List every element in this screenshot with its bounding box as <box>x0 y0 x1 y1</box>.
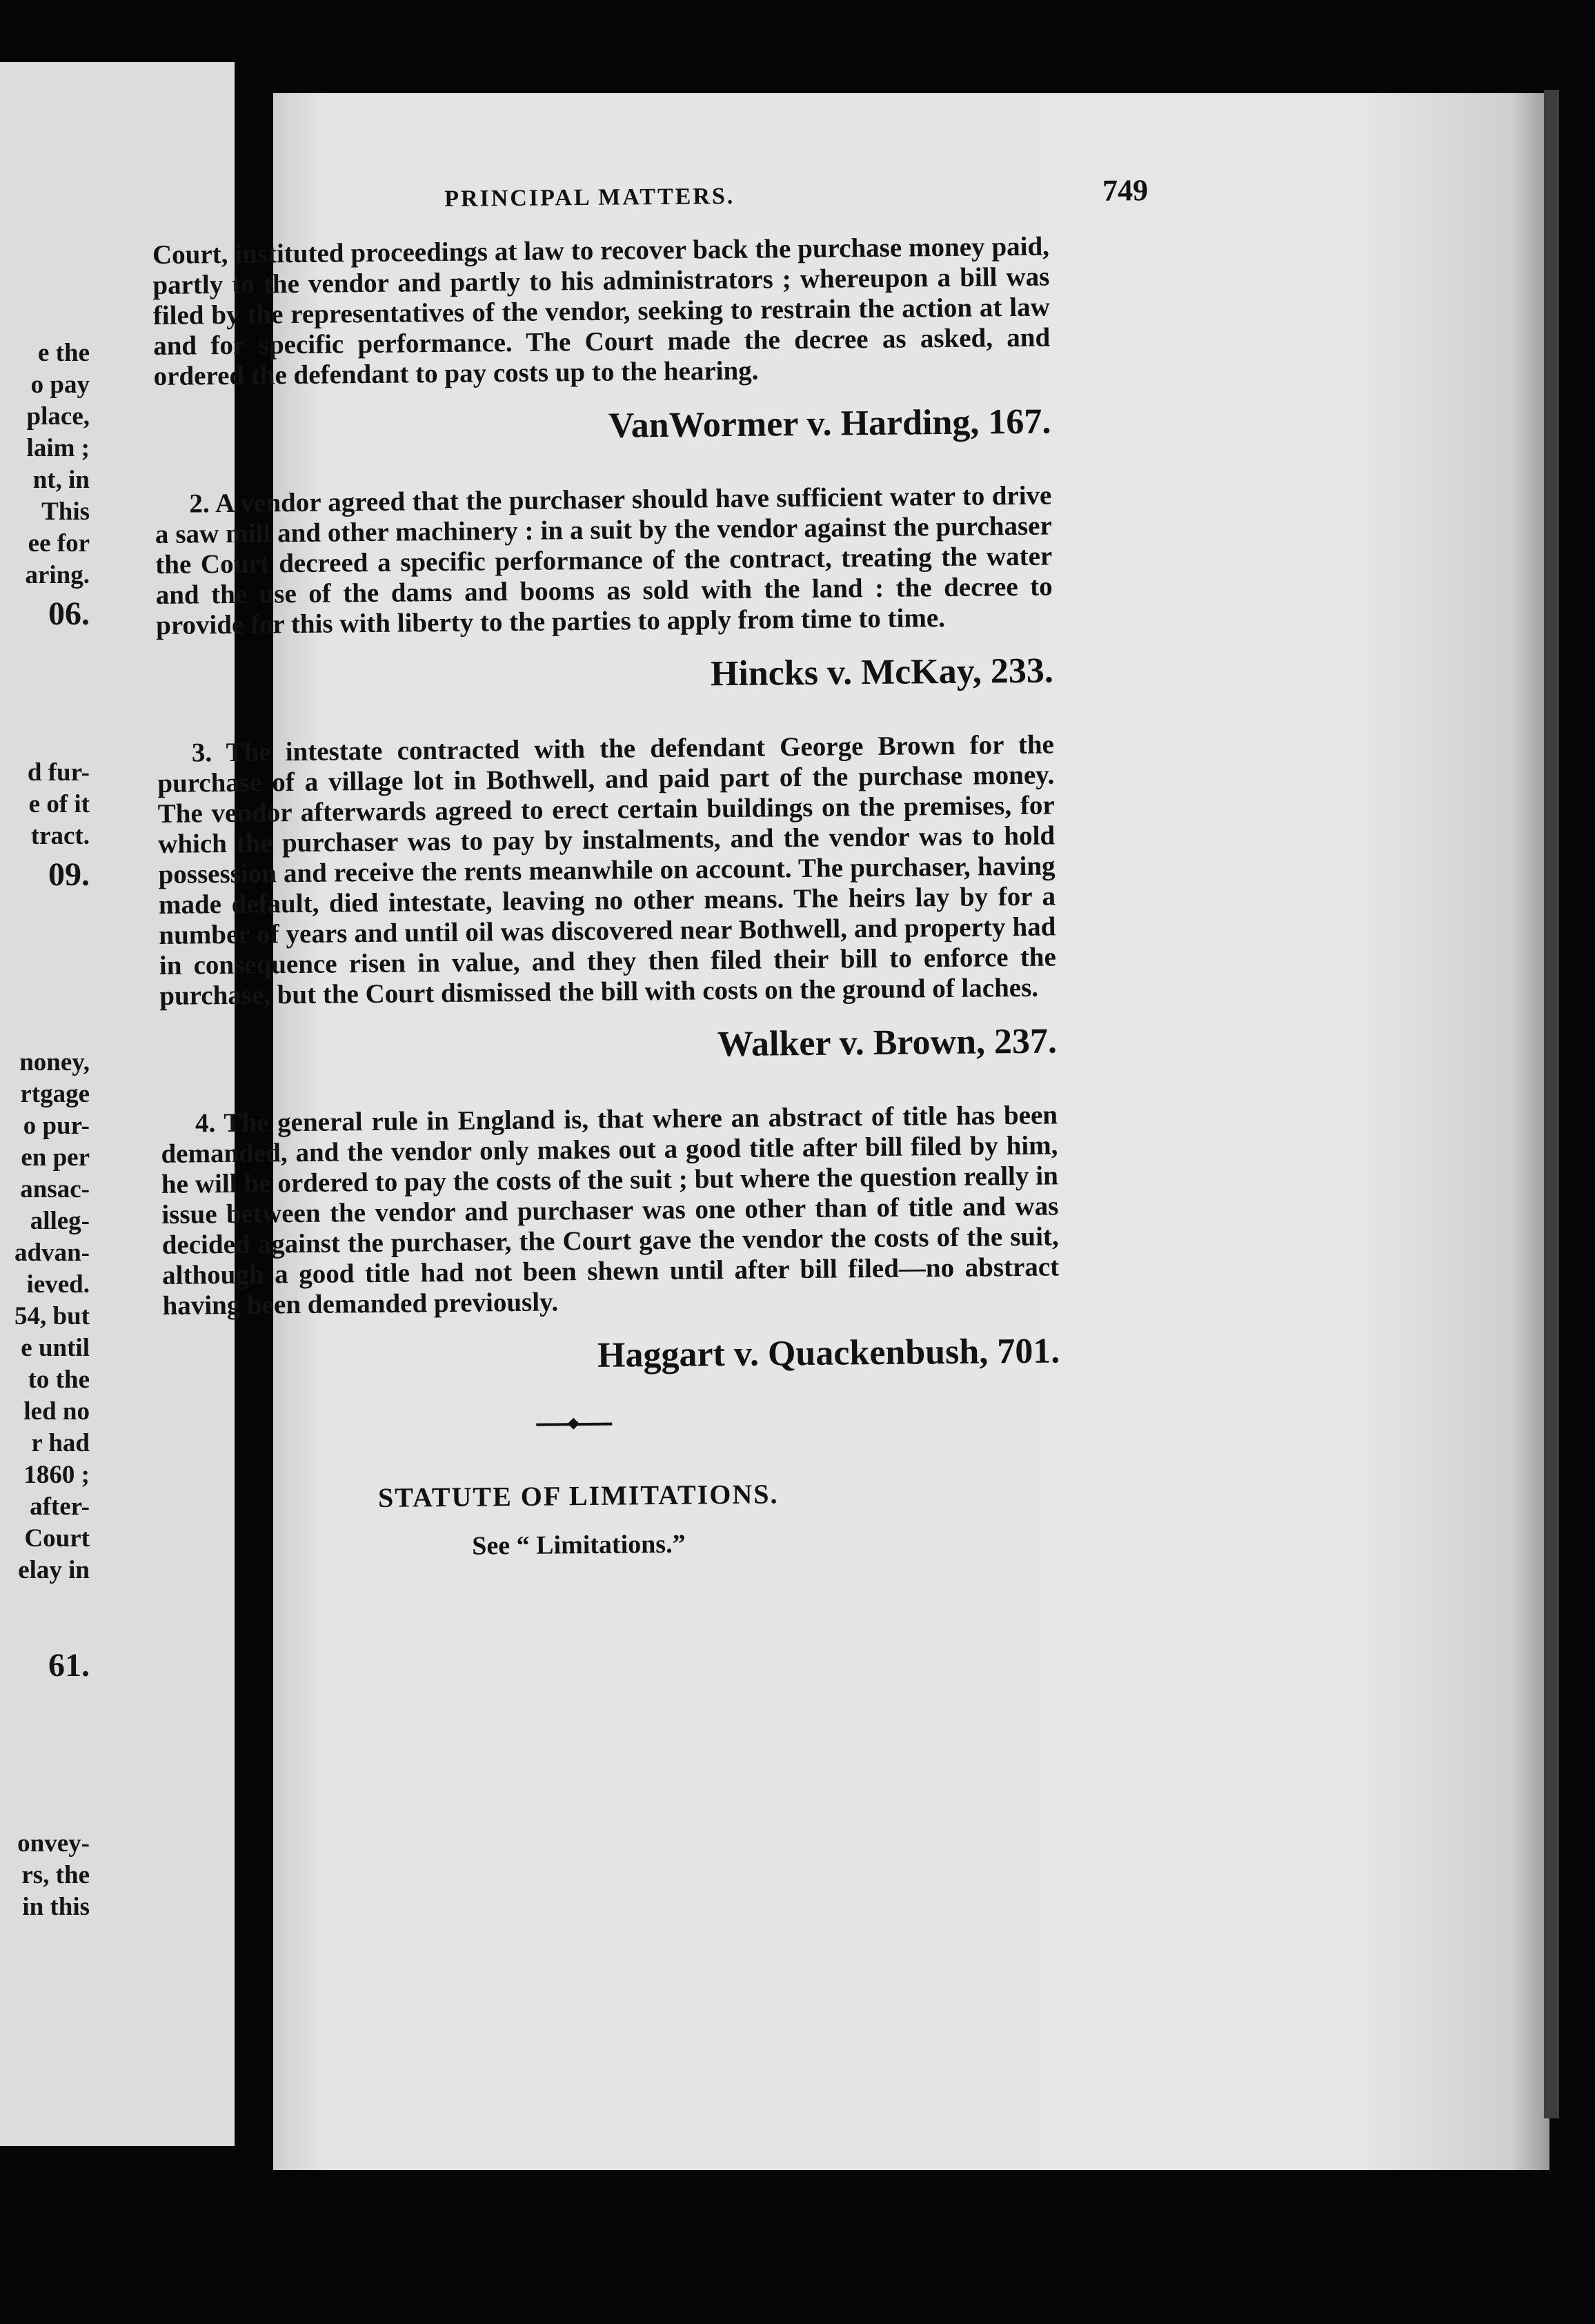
entry-text: Court, instituted proceedings at law to recover back the purchase money paid, partly to the vendor and partly to his administrators ; whereupon a bill was filed by the representatives of the vendor, seeking to restrain the action at law and for specific performance. The Court made the decree as asked, and ordered the defendant to pay costs up to the hearing. <box>152 231 1051 391</box>
facing-page-line: to the <box>28 1366 90 1394</box>
facing-page-line: after- <box>30 1493 90 1521</box>
facing-page-line: onvey- <box>17 1829 90 1858</box>
facing-page-line: d fur- <box>27 758 90 787</box>
facing-page-line: ieved. <box>26 1270 90 1299</box>
facing-page-line: aring. <box>25 561 90 589</box>
facing-page-line: 54, but <box>14 1302 90 1330</box>
facing-page-line: in this <box>22 1893 90 1921</box>
facing-page-line: alleg- <box>30 1207 90 1235</box>
facing-page-line: 1860 ; <box>23 1461 90 1489</box>
facing-page-line: nt, in <box>32 466 90 494</box>
facing-page-line: led no <box>23 1397 90 1426</box>
page-content <box>152 174 1303 1564</box>
facing-page-line: rs, the <box>21 1861 90 1889</box>
facing-page-line: tract. <box>30 822 90 850</box>
page-number: 749 <box>1102 173 1149 208</box>
facing-page-line: 09. <box>48 856 90 893</box>
facing-page-line: 61. <box>48 1647 90 1684</box>
facing-page-line: rtgage <box>20 1080 90 1108</box>
facing-page-line: r had <box>31 1429 90 1457</box>
facing-page-line: e until <box>21 1334 90 1362</box>
facing-page-line: Court <box>24 1524 90 1553</box>
case-citation: Haggart v. Quackenbush, 701. <box>597 1331 1060 1375</box>
entry-text: 3. The intestate contracted with the defendant George Brown for the purchase of a village lot in Bothwell, and paid part of the purchase money. The vendor afterwards agreed to erect certain buildings on the premises, for which the purchaser was to pay by instalments, and the vendor was to hold possession and receive the rents meanwhile on account. The purchaser, having made default, died intestate, leaving no other means. The heirs lay by for a number of years and until oil was discovered near Bothwell, and property had in consequence risen in value, and they then filed their bill to enforce the purchase, but the Court dismissed the bill with costs on the ground of laches. <box>157 729 1057 1011</box>
entry-text: 2. A vendor agreed that the purchaser should have sufficient water to drive a saw mill and other machinery : in a suit by the vendor against the purchaser the Court decreed a specific performance of the contract, treating the water and the use of the dams and booms as sold with the land : the decree to provide for this with liberty to the parties to apply from time to time. <box>155 480 1053 640</box>
page-edge-shadow <box>1544 90 1559 2118</box>
facing-page-line: advan- <box>14 1239 90 1267</box>
facing-page-line: 06. <box>48 595 90 632</box>
facing-page-line: e of it <box>28 790 90 818</box>
facing-page-line: This <box>41 498 90 526</box>
facing-page-line: laim ; <box>26 434 90 462</box>
facing-page-line: en per <box>21 1143 90 1172</box>
entry-text: 4. The general rule in England is, that where an abstract of title has been demanded, and the vendor only makes out a good title after bill filed by him, he will be ordered to pay the costs of the suit ; but where the question really in issue between the vendor and purchaser was one other than of title and was decided against the purchaser, the Court gave the vendor the costs of the suit, although a good title had not been shewn until after bill filed—no abstract having been demanded previously. <box>161 1100 1060 1321</box>
cross-reference: See “ Limitations.” <box>472 1529 686 1561</box>
page-header <box>152 174 1291 240</box>
facing-page-line: e the <box>38 339 90 367</box>
subject-heading: STATUTE OF LIMITATIONS. <box>377 1478 779 1513</box>
facing-page-line: elay in <box>18 1556 90 1584</box>
section-divider <box>536 1423 612 1426</box>
facing-page-line: noney, <box>19 1048 90 1076</box>
facing-page-line: ansac- <box>20 1175 90 1203</box>
running-head: PRINCIPAL MATTERS. <box>444 183 735 212</box>
facing-page-line: place, <box>26 402 90 431</box>
case-citation: Walker v. Brown, 237. <box>717 1021 1058 1065</box>
facing-page-line: ee for <box>28 529 90 558</box>
case-citation: VanWormer v. Harding, 167. <box>608 402 1051 446</box>
facing-page-line: o pay <box>30 371 90 399</box>
facing-page-line: o pur- <box>23 1112 90 1140</box>
case-citation: Hincks v. McKay, 233. <box>710 651 1054 694</box>
